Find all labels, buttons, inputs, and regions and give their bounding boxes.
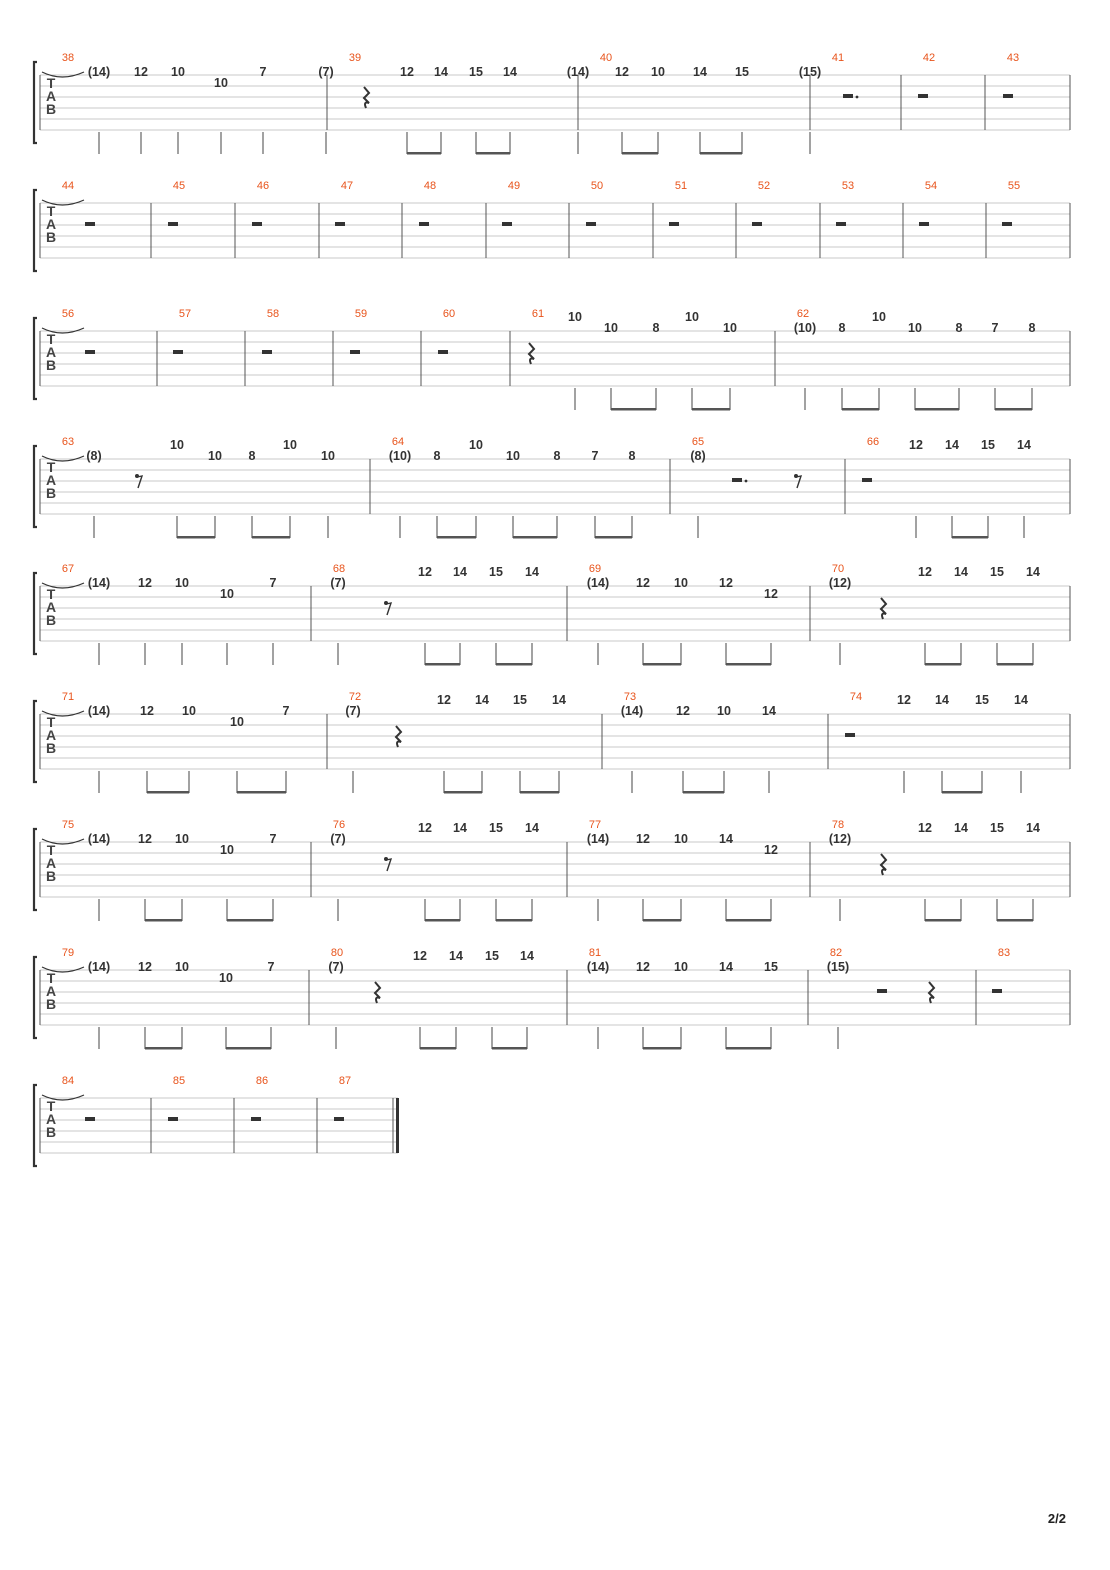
half-rest xyxy=(251,1117,261,1121)
fret-number: (8) xyxy=(690,449,706,463)
measure-number: 63 xyxy=(61,436,75,448)
fret-number: 10 xyxy=(469,438,483,452)
fret-number: 10 xyxy=(208,449,222,463)
fret-number: 10 xyxy=(506,449,520,463)
note-beam xyxy=(611,408,656,411)
note-beam xyxy=(520,791,559,794)
fret-number: 12 xyxy=(615,65,629,79)
fret-number: 14 xyxy=(1014,693,1028,707)
note-beam xyxy=(145,919,182,922)
note-beam xyxy=(145,1047,182,1050)
tab-clef-letter: B xyxy=(45,868,57,884)
measure-number: 53 xyxy=(841,180,855,192)
fret-number: 12 xyxy=(764,843,778,857)
measure-number: 86 xyxy=(255,1075,269,1087)
fret-number: 15 xyxy=(990,821,1004,835)
fret-number: 10 xyxy=(220,587,234,601)
measure-number: 44 xyxy=(61,180,75,192)
note-beam xyxy=(643,663,681,666)
fret-number: (7) xyxy=(330,576,346,590)
note-beam xyxy=(952,536,988,539)
note-beam xyxy=(700,152,742,155)
fret-number: 7 xyxy=(267,960,275,974)
half-rest xyxy=(419,222,429,226)
fret-number: (14) xyxy=(87,960,111,974)
half-rest xyxy=(252,222,262,226)
fret-number: (14) xyxy=(87,576,111,590)
fret-number: 12 xyxy=(140,704,154,718)
measure-number: 43 xyxy=(1006,52,1020,64)
fret-number: (7) xyxy=(345,704,361,718)
fret-number: 15 xyxy=(489,565,503,579)
measure-number: 87 xyxy=(338,1075,352,1087)
half-rest xyxy=(1003,94,1013,98)
measure-number: 46 xyxy=(256,180,270,192)
measure-number: 79 xyxy=(61,947,75,959)
fret-number: 15 xyxy=(764,960,778,974)
note-beam xyxy=(513,536,557,539)
note-beam xyxy=(997,663,1033,666)
measure-number: 42 xyxy=(922,52,936,64)
half-rest xyxy=(168,222,178,226)
tab-clef-letter: T xyxy=(46,203,56,219)
fret-number: (14) xyxy=(586,960,610,974)
system-bracket xyxy=(34,318,37,399)
fret-number: 14 xyxy=(954,821,968,835)
note-beam xyxy=(683,791,724,794)
system-bracket xyxy=(34,190,37,271)
measure-number: 40 xyxy=(599,52,613,64)
system-bracket xyxy=(34,957,37,1038)
fret-number: 14 xyxy=(503,65,517,79)
half-rest xyxy=(843,94,853,98)
fret-number: 14 xyxy=(1026,565,1040,579)
fret-number: 14 xyxy=(520,949,534,963)
note-beam xyxy=(425,663,460,666)
tab-clef-letter: A xyxy=(45,216,57,232)
fret-number: 12 xyxy=(918,821,932,835)
final-barline-thick xyxy=(396,1098,399,1153)
fret-number: 10 xyxy=(230,715,244,729)
note-beam xyxy=(595,536,632,539)
fret-number: 12 xyxy=(636,832,650,846)
fret-number: 10 xyxy=(321,449,335,463)
half-rest xyxy=(752,222,762,226)
fret-number: 14 xyxy=(525,565,539,579)
measure-number: 69 xyxy=(588,563,602,575)
fret-number: 10 xyxy=(219,971,233,985)
fret-number: (14) xyxy=(87,832,111,846)
half-rest xyxy=(334,1117,344,1121)
fret-number: (14) xyxy=(87,65,111,79)
measure-number: 55 xyxy=(1007,180,1021,192)
note-beam xyxy=(476,152,510,155)
fret-number: 12 xyxy=(636,960,650,974)
fret-number: 8 xyxy=(628,449,636,463)
half-rest xyxy=(262,350,272,354)
tab-clef-letter: A xyxy=(45,472,57,488)
fret-number: 14 xyxy=(552,693,566,707)
fret-number: (10) xyxy=(388,449,412,463)
measure-number: 65 xyxy=(691,436,705,448)
measure-number: 73 xyxy=(623,691,637,703)
measure-number: 41 xyxy=(831,52,845,64)
note-beam xyxy=(147,791,189,794)
note-beam xyxy=(237,791,286,794)
system-bracket xyxy=(34,573,37,654)
measure-number: 50 xyxy=(590,180,604,192)
fret-number: 10 xyxy=(651,65,665,79)
fret-number: (14) xyxy=(586,832,610,846)
fret-number: 7 xyxy=(269,576,277,590)
fret-number: 12 xyxy=(418,821,432,835)
measure-number: 70 xyxy=(831,563,845,575)
fret-number: 10 xyxy=(182,704,196,718)
fret-number: 10 xyxy=(170,438,184,452)
tab-clef-letter: T xyxy=(46,842,56,858)
fret-number: 10 xyxy=(568,310,582,324)
fret-number: 12 xyxy=(134,65,148,79)
measure-number: 60 xyxy=(442,308,456,320)
tab-clef-letter: B xyxy=(45,740,57,756)
measure-number: 48 xyxy=(423,180,437,192)
half-rest xyxy=(845,733,855,737)
note-beam xyxy=(925,919,961,922)
fret-number: 12 xyxy=(138,576,152,590)
fret-number: 8 xyxy=(433,449,441,463)
tab-clef-letter: T xyxy=(46,459,56,475)
fret-number: 8 xyxy=(652,321,660,335)
measure-number: 45 xyxy=(172,180,186,192)
measure-number: 71 xyxy=(61,691,75,703)
fret-number: 10 xyxy=(674,960,688,974)
note-beam xyxy=(425,919,460,922)
fret-number: 8 xyxy=(1028,321,1036,335)
tab-clef-letter: A xyxy=(45,855,57,871)
fret-number: 7 xyxy=(591,449,599,463)
half-rest xyxy=(877,989,887,993)
measure-number: 67 xyxy=(61,563,75,575)
half-rest xyxy=(732,478,742,482)
fret-number: 14 xyxy=(434,65,448,79)
measure-number: 58 xyxy=(266,308,280,320)
measure-number: 49 xyxy=(507,180,521,192)
fret-number: (14) xyxy=(586,576,610,590)
system-bracket xyxy=(34,446,37,527)
fret-number: 8 xyxy=(553,449,561,463)
tab-clef-letter: A xyxy=(45,88,57,104)
note-beam xyxy=(437,536,476,539)
fret-number: 12 xyxy=(413,949,427,963)
tab-clef-letter: B xyxy=(45,357,57,373)
fret-number: 14 xyxy=(475,693,489,707)
fret-number: 14 xyxy=(453,821,467,835)
fret-number: (14) xyxy=(620,704,644,718)
note-beam xyxy=(692,408,730,411)
tab-clef-letter: B xyxy=(45,229,57,245)
measure-number: 76 xyxy=(332,819,346,831)
rest-dot xyxy=(745,480,748,483)
note-beam xyxy=(444,791,482,794)
fret-number: 15 xyxy=(485,949,499,963)
measure-number: 66 xyxy=(866,436,880,448)
system-bracket xyxy=(34,701,37,782)
note-beam xyxy=(643,919,681,922)
measure-number: 47 xyxy=(340,180,354,192)
half-rest xyxy=(862,478,872,482)
fret-number: 14 xyxy=(449,949,463,963)
measure-number: 62 xyxy=(796,308,810,320)
fret-number: 12 xyxy=(909,438,923,452)
fret-number: 14 xyxy=(935,693,949,707)
fret-number: 15 xyxy=(489,821,503,835)
tab-clef-letter: T xyxy=(46,1098,56,1114)
fret-number: (10) xyxy=(793,321,817,335)
fret-number: 10 xyxy=(220,843,234,857)
fret-number: 15 xyxy=(975,693,989,707)
fret-number: 10 xyxy=(214,76,228,90)
tab-clef-letter: T xyxy=(46,75,56,91)
tab-clef-letter: T xyxy=(46,970,56,986)
fret-number: 8 xyxy=(248,449,256,463)
fret-number: 8 xyxy=(838,321,846,335)
fret-number: (12) xyxy=(828,576,852,590)
half-rest xyxy=(350,350,360,354)
fret-number: 10 xyxy=(908,321,922,335)
fret-number: 10 xyxy=(175,960,189,974)
fret-number: 12 xyxy=(138,960,152,974)
measure-number: 72 xyxy=(348,691,362,703)
half-rest xyxy=(335,222,345,226)
fret-number: 12 xyxy=(138,832,152,846)
note-beam xyxy=(726,919,771,922)
half-rest xyxy=(168,1117,178,1121)
fret-number: 15 xyxy=(513,693,527,707)
measure-number: 80 xyxy=(330,947,344,959)
measure-number: 51 xyxy=(674,180,688,192)
measure-number: 68 xyxy=(332,563,346,575)
tab-clef-letter: A xyxy=(45,599,57,615)
measure-number: 54 xyxy=(924,180,938,192)
fret-number: 12 xyxy=(418,565,432,579)
system-bracket xyxy=(34,1085,37,1166)
fret-number: 12 xyxy=(676,704,690,718)
fret-number: 15 xyxy=(981,438,995,452)
half-rest xyxy=(586,222,596,226)
tab-clef-letter: T xyxy=(46,331,56,347)
tab-clef-letter: B xyxy=(45,101,57,117)
half-rest xyxy=(992,989,1002,993)
fret-number: 7 xyxy=(991,321,999,335)
tab-clef-letter: A xyxy=(45,983,57,999)
note-beam xyxy=(942,791,982,794)
fret-number: 12 xyxy=(897,693,911,707)
fret-number: (14) xyxy=(566,65,590,79)
page-number: 2/2 xyxy=(1047,1511,1066,1526)
note-beam xyxy=(726,1047,771,1050)
measure-number: 57 xyxy=(178,308,192,320)
tab-clef-letter: B xyxy=(45,612,57,628)
note-beam xyxy=(643,1047,681,1050)
fret-number: 10 xyxy=(723,321,737,335)
fret-number: 10 xyxy=(175,832,189,846)
measure-number: 59 xyxy=(354,308,368,320)
half-rest xyxy=(502,222,512,226)
tab-clef-letter: B xyxy=(45,485,57,501)
fret-number: 7 xyxy=(269,832,277,846)
measure-number: 78 xyxy=(831,819,845,831)
fret-number: 10 xyxy=(872,310,886,324)
fret-number: 10 xyxy=(175,576,189,590)
measure-number: 74 xyxy=(849,691,863,703)
note-beam xyxy=(622,152,658,155)
fret-number: 10 xyxy=(717,704,731,718)
note-beam xyxy=(997,919,1033,922)
half-rest xyxy=(669,222,679,226)
fret-number: 12 xyxy=(400,65,414,79)
note-beam xyxy=(842,408,879,411)
fret-number: 14 xyxy=(453,565,467,579)
note-beam xyxy=(252,536,290,539)
fret-number: 14 xyxy=(719,832,733,846)
fret-number: (14) xyxy=(87,704,111,718)
fret-number: 15 xyxy=(469,65,483,79)
note-beam xyxy=(177,536,215,539)
measure-number: 77 xyxy=(588,819,602,831)
rest-dot xyxy=(856,96,859,99)
fret-number: (15) xyxy=(798,65,822,79)
fret-number: 8 xyxy=(955,321,963,335)
fret-number: 7 xyxy=(259,65,267,79)
fret-number: 14 xyxy=(762,704,776,718)
fret-number: 10 xyxy=(283,438,297,452)
note-beam xyxy=(496,919,532,922)
fret-number: 7 xyxy=(282,704,290,718)
system-bracket xyxy=(34,829,37,910)
half-rest xyxy=(173,350,183,354)
half-rest xyxy=(836,222,846,226)
half-rest xyxy=(438,350,448,354)
tab-clef-letter: T xyxy=(46,586,56,602)
fret-number: 10 xyxy=(674,576,688,590)
fret-number: 12 xyxy=(764,587,778,601)
half-rest xyxy=(1002,222,1012,226)
fret-number: (7) xyxy=(330,832,346,846)
tab-clef-letter: T xyxy=(46,714,56,730)
fret-number: 10 xyxy=(685,310,699,324)
measure-number: 84 xyxy=(61,1075,75,1087)
note-beam xyxy=(925,663,961,666)
fret-number: 14 xyxy=(1026,821,1040,835)
half-rest xyxy=(85,350,95,354)
fret-number: (7) xyxy=(318,65,334,79)
note-beam xyxy=(915,408,959,411)
fret-number: 14 xyxy=(1017,438,1031,452)
fret-number: (12) xyxy=(828,832,852,846)
note-beam xyxy=(420,1047,456,1050)
measure-number: 85 xyxy=(172,1075,186,1087)
tab-clef-letter: B xyxy=(45,996,57,1012)
note-beam xyxy=(407,152,441,155)
fret-number: 12 xyxy=(636,576,650,590)
fret-number: 14 xyxy=(525,821,539,835)
fret-number: (8) xyxy=(86,449,102,463)
fret-number: 10 xyxy=(674,832,688,846)
fret-number: 12 xyxy=(918,565,932,579)
fret-number: 10 xyxy=(604,321,618,335)
fret-number: 14 xyxy=(693,65,707,79)
half-rest xyxy=(85,1117,95,1121)
fret-number: 15 xyxy=(735,65,749,79)
measure-number: 64 xyxy=(391,436,405,448)
measure-number: 56 xyxy=(61,308,75,320)
note-beam xyxy=(726,663,771,666)
measure-number: 83 xyxy=(997,947,1011,959)
note-beam xyxy=(226,1047,271,1050)
measure-number: 75 xyxy=(61,819,75,831)
tab-clef-letter: A xyxy=(45,727,57,743)
measure-number: 61 xyxy=(531,308,545,320)
measure-number: 81 xyxy=(588,947,602,959)
note-beam xyxy=(492,1047,527,1050)
half-rest xyxy=(85,222,95,226)
fret-number: (7) xyxy=(328,960,344,974)
fret-number: 12 xyxy=(437,693,451,707)
system-bracket xyxy=(34,62,37,143)
fret-number: 14 xyxy=(719,960,733,974)
note-beam xyxy=(995,408,1032,411)
note-beam xyxy=(496,663,532,666)
fret-number: 14 xyxy=(954,565,968,579)
fret-number: 15 xyxy=(990,565,1004,579)
half-rest xyxy=(918,94,928,98)
fret-number: 12 xyxy=(719,576,733,590)
fret-number: (15) xyxy=(826,960,850,974)
tab-clef-letter: A xyxy=(45,1111,57,1127)
tab-clef-letter: B xyxy=(45,1124,57,1140)
measure-number: 82 xyxy=(829,947,843,959)
measure-number: 38 xyxy=(61,52,75,64)
measure-number: 52 xyxy=(757,180,771,192)
tab-clef-letter: A xyxy=(45,344,57,360)
note-beam xyxy=(227,919,273,922)
half-rest xyxy=(919,222,929,226)
fret-number: 14 xyxy=(945,438,959,452)
measure-number: 39 xyxy=(348,52,362,64)
fret-number: 10 xyxy=(171,65,185,79)
